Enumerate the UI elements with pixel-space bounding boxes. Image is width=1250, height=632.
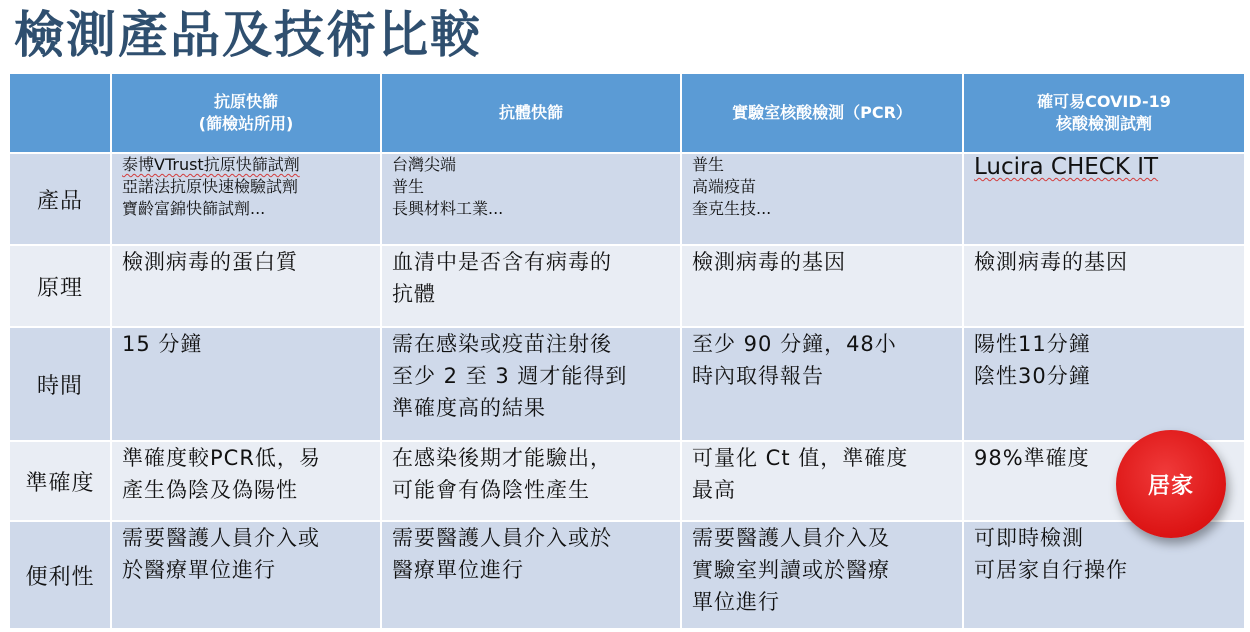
cell-text: 台灣尖端	[392, 155, 457, 174]
cell-text: Lucira CHECK IT	[974, 154, 1159, 180]
cell-text: 泰博VTrust抗原快篩試劑	[122, 155, 300, 174]
table-row-accuracy	[9, 441, 1245, 521]
home-use-badge: 居家	[1116, 430, 1226, 538]
cell-text: 時內取得報告	[692, 364, 824, 388]
table-row-time	[9, 327, 1245, 441]
cell-product-lucira	[963, 153, 1245, 245]
cell-principle-antibody	[381, 245, 681, 327]
cell-text: 實驗室判讀或於醫療	[692, 558, 890, 582]
cell-text: 98%準確度	[974, 446, 1090, 470]
cell-principle-pcr	[681, 245, 963, 327]
header-antigen-rapid-test	[111, 73, 381, 153]
cell-text: 需要醫護人員介入或	[122, 526, 320, 550]
cell-time-antigen	[111, 327, 381, 441]
cell-text: 至少 2 至 3 週才能得到	[392, 364, 628, 388]
row-label-convenience: 便利性	[9, 521, 111, 629]
cell-text: 抗體	[392, 282, 436, 306]
cell-text: 陰性30分鐘	[974, 364, 1091, 388]
header-antibody-line1: 抗體快篩	[498, 103, 563, 122]
cell-time-lucira	[963, 327, 1245, 441]
cell-text: 15 分鐘	[122, 332, 203, 356]
cell-convenience-antigen	[111, 521, 381, 629]
page-title: 檢測產品及技術比較	[14, 6, 482, 64]
row-label-time: 時間	[9, 327, 111, 441]
cell-text: 寶齡富錦快篩試劑...	[122, 199, 266, 218]
cell-text: 可即時檢測	[974, 526, 1084, 550]
cell-text: 醫療單位進行	[392, 558, 524, 582]
row-label-accuracy: 準確度	[9, 441, 111, 521]
cell-text: 可居家自行操作	[974, 558, 1128, 582]
cell-time-antibody	[381, 327, 681, 441]
cell-text: 可量化 Ct 值，準確度	[692, 446, 909, 470]
cell-text: 血清中是否含有病毒的	[392, 250, 612, 274]
cell-text: 準確度高的結果	[392, 396, 546, 420]
header-antigen-line1: 抗原快篩	[213, 92, 278, 111]
row-label-product: 產品	[9, 153, 111, 245]
cell-text	[122, 154, 370, 176]
cell-principle-antigen	[111, 245, 381, 327]
cell-text: 於醫療單位進行	[122, 558, 276, 582]
cell-principle-lucira	[963, 245, 1245, 327]
header-lab-pcr-test	[681, 73, 963, 153]
cell-text: 準確度較PCR低，易	[122, 446, 321, 470]
cell-product-pcr	[681, 153, 963, 245]
table-row-convenience	[9, 521, 1245, 629]
cell-text: 需在感染或疫苗注射後	[392, 332, 612, 356]
cell-accuracy-antigen	[111, 441, 381, 521]
cell-product-antibody	[381, 153, 681, 245]
cell-text: 產生偽陰及偽陽性	[122, 478, 298, 502]
table-header-row	[9, 73, 1245, 153]
cell-convenience-lucira	[963, 521, 1245, 629]
header-antigen-line2: (篩檢站所用)	[198, 114, 294, 133]
cell-convenience-antibody	[381, 521, 681, 629]
cell-accuracy-pcr	[681, 441, 963, 521]
cell-text: 需要醫護人員介入及	[692, 526, 890, 550]
cell-text: 長興材料工業...	[392, 199, 504, 218]
cell-convenience-pcr	[681, 521, 963, 629]
cell-text: 陽性11分鐘	[974, 332, 1091, 356]
header-lucira-line2: 核酸檢測試劑	[1055, 114, 1152, 133]
header-lucira-test	[963, 73, 1245, 153]
cell-text: 亞諾法抗原快速檢驗試劑	[122, 177, 299, 196]
comparison-table	[8, 72, 1246, 630]
cell-text: 可能會有偽陰性產生	[392, 478, 590, 502]
header-antibody-rapid-test	[381, 73, 681, 153]
cell-text: 在感染後期才能驗出，	[392, 446, 612, 470]
header-lucira-line1: 確可易COVID-19	[1037, 92, 1171, 111]
cell-text: 檢測病毒的蛋白質	[122, 250, 298, 274]
cell-text: 至少 90 分鐘，48小	[692, 332, 897, 356]
cell-text: 普生	[692, 155, 725, 174]
header-pcr-line1: 實驗室核酸檢測（PCR）	[732, 103, 912, 122]
cell-text: 奎克生技...	[692, 199, 772, 218]
header-blank-cell	[9, 73, 111, 153]
cell-text: 需要醫護人員介入或於	[392, 526, 612, 550]
table-row-product	[9, 153, 1245, 245]
cell-text: 普生	[392, 177, 425, 196]
row-label-principle: 原理	[9, 245, 111, 327]
cell-accuracy-antibody	[381, 441, 681, 521]
cell-text: 檢測病毒的基因	[974, 250, 1128, 274]
cell-text: 最高	[692, 478, 736, 502]
cell-time-pcr	[681, 327, 963, 441]
cell-text: 單位進行	[692, 590, 780, 614]
table-row-principle	[9, 245, 1245, 327]
cell-text	[974, 154, 1234, 180]
cell-text: 高端疫苗	[692, 177, 757, 196]
cell-text: 檢測病毒的基因	[692, 250, 846, 274]
cell-product-antigen	[111, 153, 381, 245]
